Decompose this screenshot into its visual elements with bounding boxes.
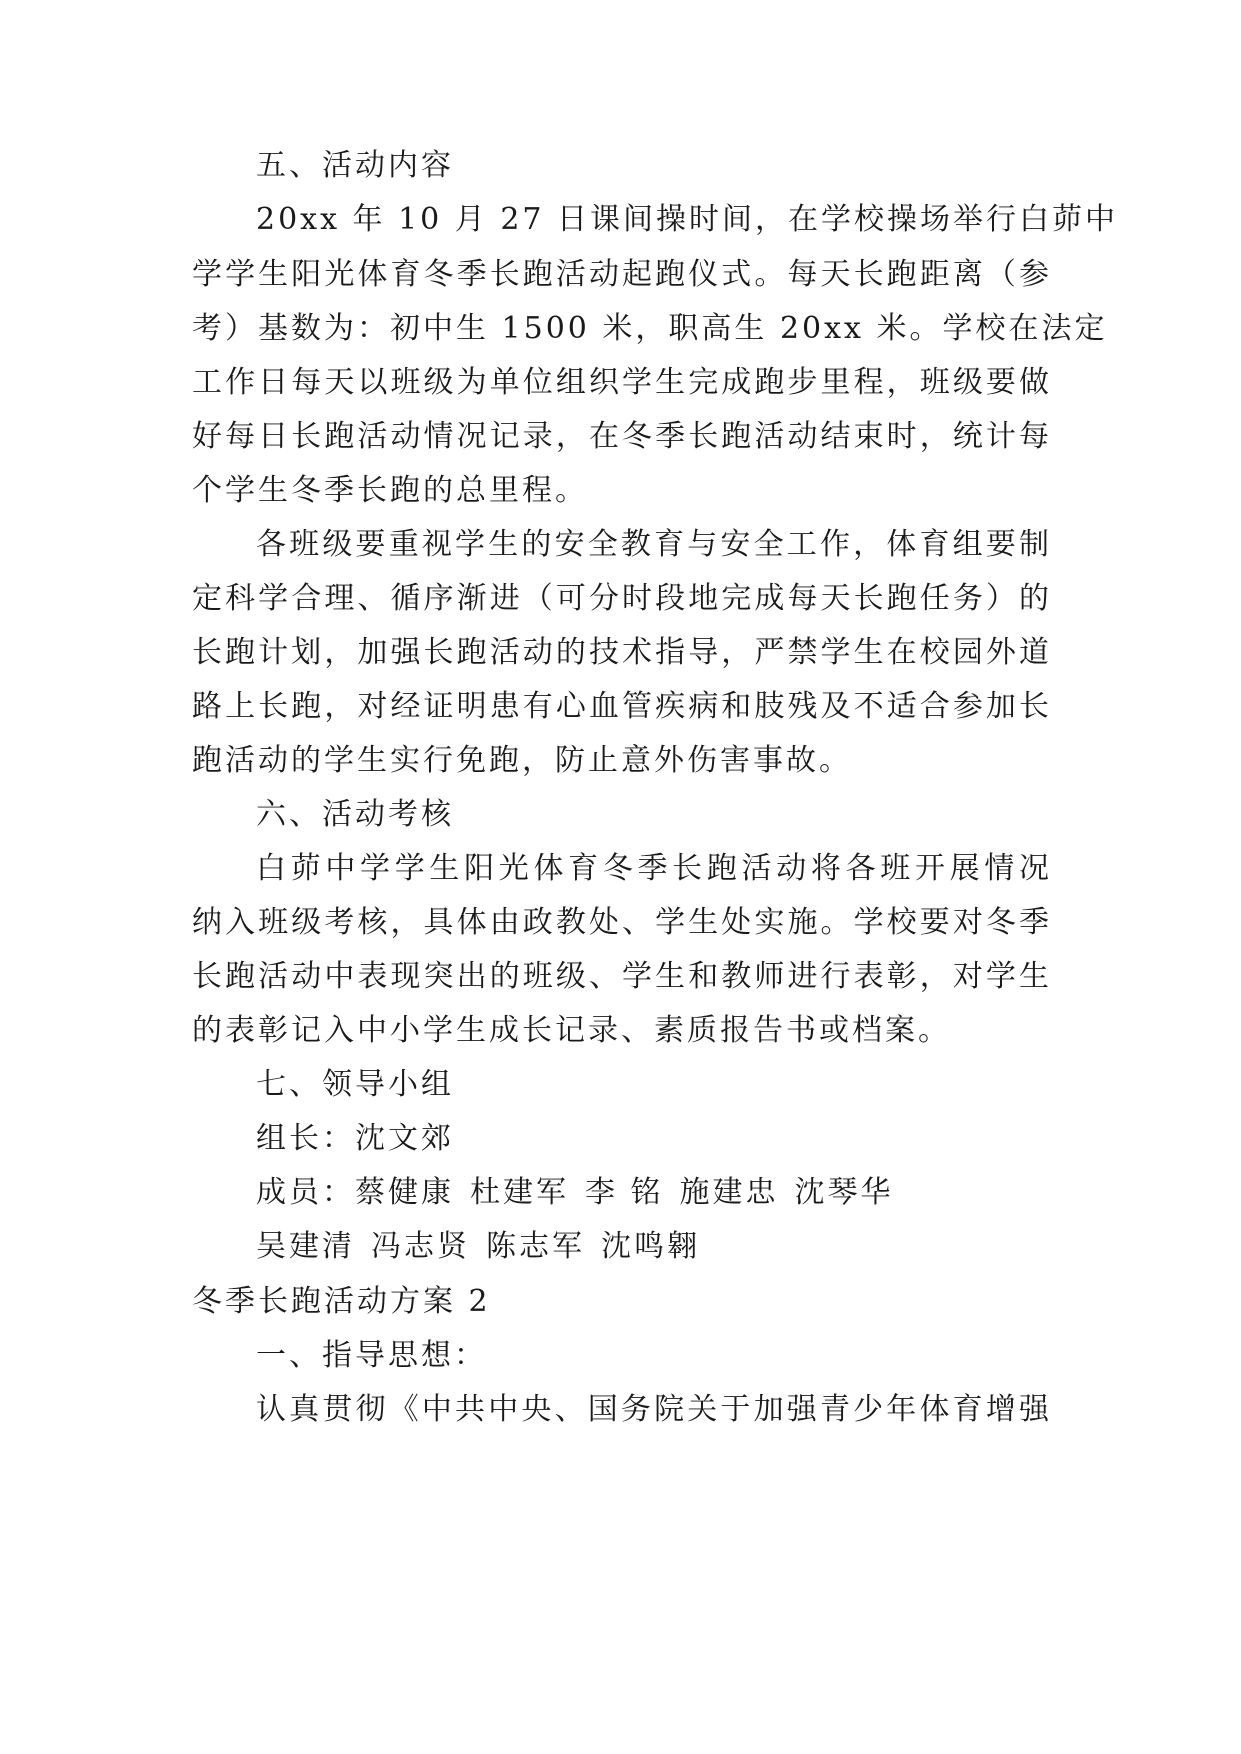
paragraph-line: 工作日每天以班级为单位组织学生完成跑步里程，班级要做: [192, 365, 1052, 400]
members-line-2: [256, 1226, 1052, 1268]
member-name: 施建忠: [679, 1175, 779, 1210]
paragraph-line: 各班级要重视学生的安全教育与安全工作，体育组要制: [256, 527, 1052, 562]
member-name: 沈鸣翱: [601, 1229, 700, 1264]
member-name: 吴建清: [256, 1229, 355, 1264]
paragraph-line: 白茆中学学生阳光体育冬季长跑活动将各班开展情况: [256, 851, 1052, 886]
paragraph-line: 长跑活动中表现突出的班级、学生和教师进行表彰，对学生: [192, 959, 1052, 994]
paragraph-line: 考）基数为：初中生 1500 米，职高生 20xx 米。学校在法定: [192, 311, 1108, 346]
paragraph-line: 的表彰记入中小学生成长记录、素质报告书或档案。: [192, 1013, 951, 1048]
section-heading-activity-assessment: 六、活动考核: [256, 797, 454, 832]
paragraph-line: 跑活动的学生实行免跑，防止意外伤害事故。: [192, 743, 852, 778]
paragraph-line: 定科学合理、循序渐进（可分时段地完成每天长跑任务）的: [192, 581, 1052, 616]
paragraph-line: 路上长跑，对经证明患有心血管疾病和肢残及不适合参加长: [192, 689, 1052, 724]
member-name: 杜建军: [470, 1175, 569, 1210]
members-label: 成员：: [256, 1175, 355, 1210]
member-name: 陈志军: [486, 1229, 585, 1264]
paragraph-line: 认真贯彻《中共中央、国务院关于加强青少年体育增强: [256, 1392, 1052, 1427]
leader-line: [256, 1118, 1052, 1160]
section-heading-guiding-thought: 一、指导思想：: [256, 1338, 487, 1373]
paragraph-line: 长跑计划，加强长跑活动的技术指导，严禁学生在校园外道: [192, 635, 1052, 670]
members-line: [256, 1172, 1052, 1214]
member-name: 蔡健康: [355, 1175, 454, 1210]
paragraph-line: 学学生阳光体育冬季长跑活动起跑仪式。每天长跑距离（参: [192, 257, 1052, 292]
section-heading-leadership-group: 七、领导小组: [256, 1067, 454, 1102]
plan2-title: 冬季长跑活动方案 2: [192, 1284, 491, 1319]
paragraph-line: 好每日长跑活动情况记录，在冬季长跑活动结束时，统计每: [192, 419, 1052, 454]
paragraph-line: 纳入班级考核，具体由政教处、学生处实施。学校要对冬季: [192, 905, 1052, 940]
member-name: 沈琴华: [794, 1175, 894, 1210]
member-name: 李 铭: [585, 1175, 664, 1210]
leader-name: 沈文郊: [355, 1121, 454, 1156]
paragraph-line: 20xx 年 10 月 27 日课间操时间，在学校操场举行白茆中: [256, 202, 1119, 237]
section-heading-activity-content: 五、活动内容: [256, 148, 454, 183]
member-name: 冯志贤: [371, 1229, 470, 1264]
leader-label: 组长：: [256, 1121, 355, 1156]
paragraph-line: 个学生冬季长跑的总里程。: [192, 473, 588, 508]
